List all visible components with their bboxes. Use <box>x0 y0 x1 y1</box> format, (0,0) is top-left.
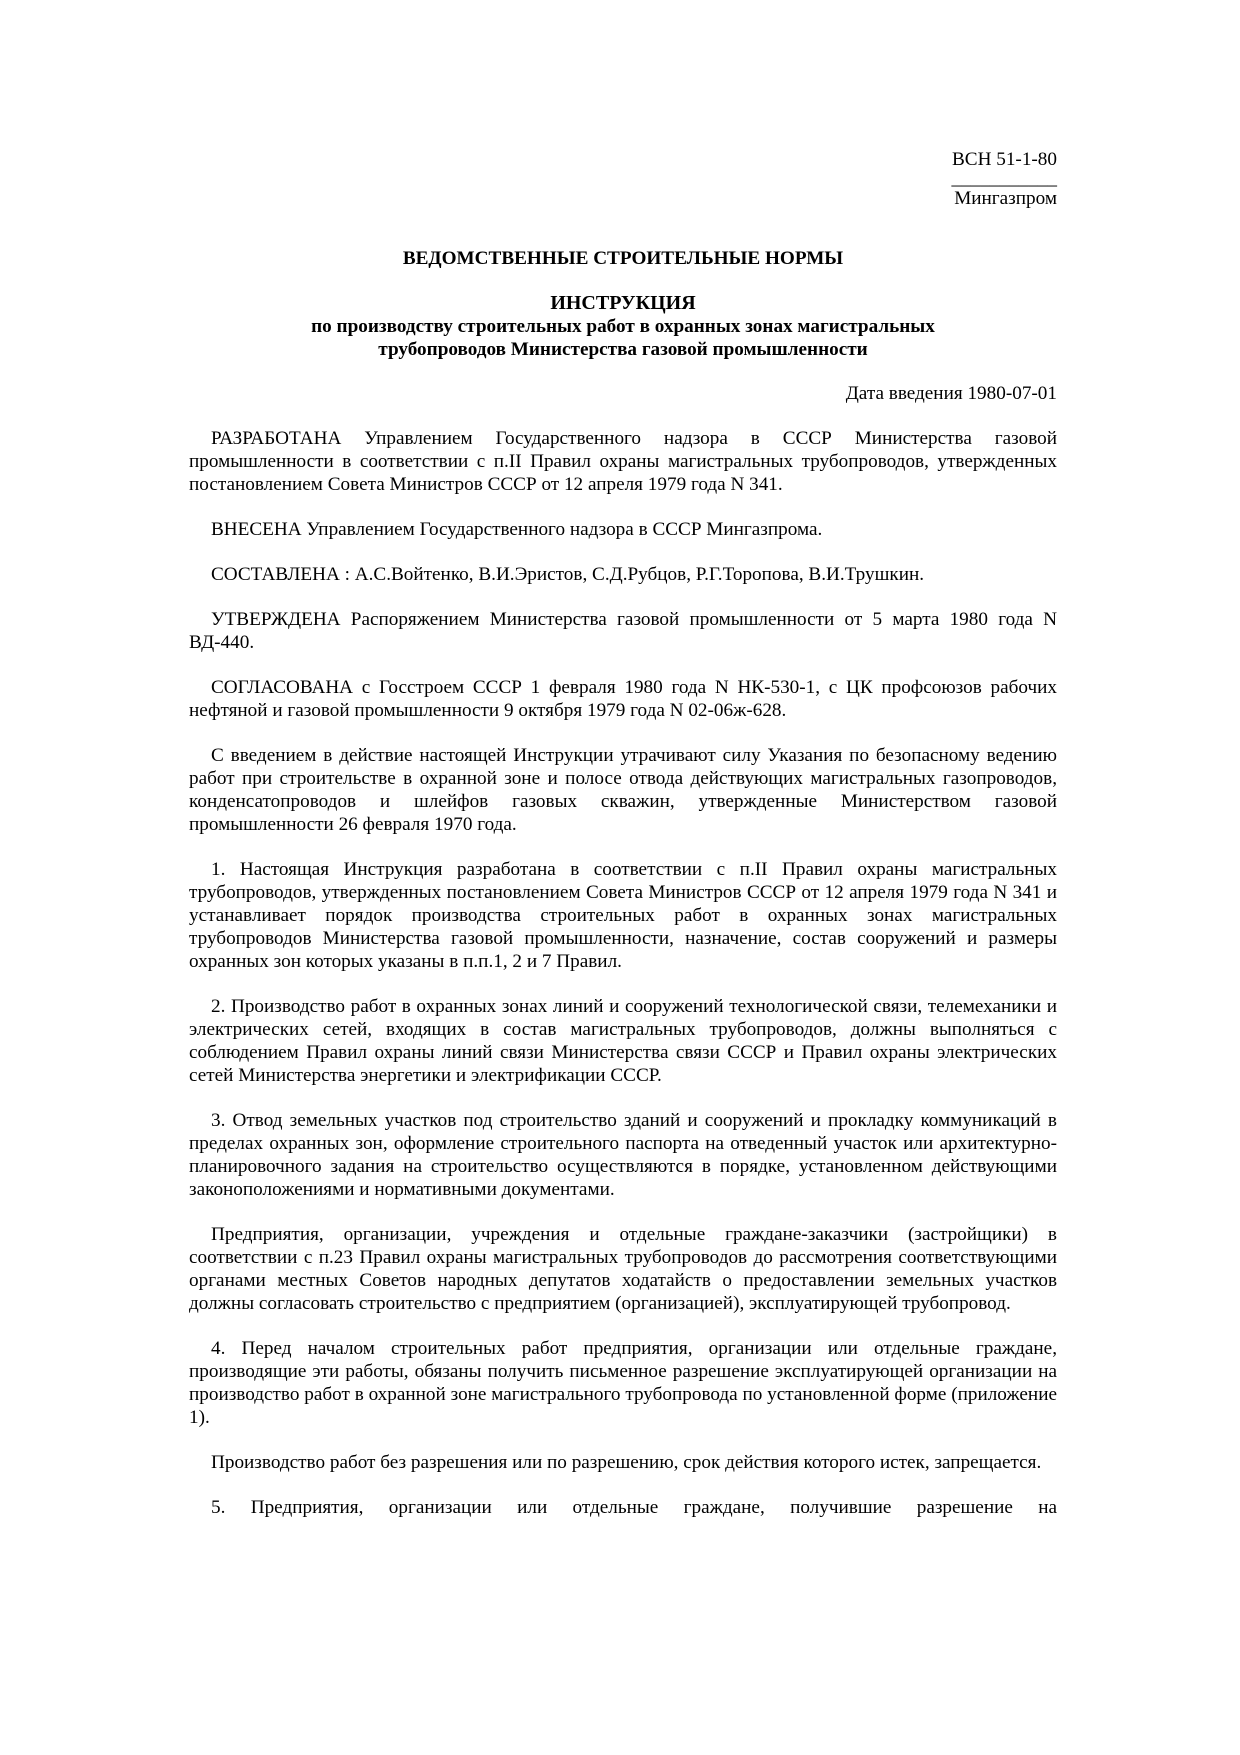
paragraph-introduced-by: ВНЕСЕНА Управлением Государственного надзора в СССР Мингазпрома. <box>211 519 823 540</box>
paragraph-clause-3: 3. Отвод земельных участков под строительство зданий и сооружений и прокладку коммуникаций в пределах охранных зон, оформление строительного паспорта на отведенный участок или архитектурно-планировочного задания на строительство осуществляются в порядке, установленном действующими законоположениями и нормативными документами. <box>189 1110 1057 1200</box>
paragraph-clause-4: 4. Перед началом строительных работ предприятия, организации или отдельные граждане, производящие эти работы, обязаны получить письменное разрешение эксплуатирующей организации на производство работ в охранной зоне магистрального трубопровода по установленной форме (приложение 1). <box>189 1338 1057 1428</box>
issuing-organization: Мингазпром <box>954 188 1057 209</box>
paragraph-clause-5: 5. Предприятия, организации или отдельные граждане, получившие разрешение на <box>211 1497 1057 1518</box>
effective-date: Дата введения 1980-07-01 <box>845 383 1057 404</box>
paragraph-developed-by: РАЗРАБОТАНА Управлением Государственного надзора в СССР Министерства газовой промышленности в соответствии с п.II Правил охраны магистральных трубопроводов, утвержденных постановлением Совета Министров СССР от 12 апреля 1979 года N 341. <box>189 428 1057 495</box>
document-category-title: ВЕДОМСТВЕННЫЕ СТРОИТЕЛЬНЫЕ НОРМЫ <box>402 248 844 269</box>
document-code: ВСН 51-1-80 <box>952 149 1057 170</box>
paragraph-clause-1: 1. Настоящая Инструкция разработана в соответствии с п.II Правил охраны магистральных трубопроводов, утвержденных постановлением Совета Министров СССР от 12 апреля 1979 года N 341 и устанавливает порядок производства строительных работ в охранных зонах магистральных трубопроводов Министерства газовой промышленности, назначение, состав сооружений и размеры охранных зон которых указаны в п.п.1, 2 и 7 Правил. <box>189 859 1057 972</box>
document-title: ИНСТРУКЦИЯ <box>550 292 696 314</box>
paragraph-agreed-with: СОГЛАСОВАНА с Госстроем СССР 1 февраля 1980 года N НК-530-1, с ЦК профсоюзов рабочих нефтяной и газовой промышленности 9 октября 1979 года N 02-06ж-628. <box>189 677 1057 721</box>
document-body <box>189 148 1057 1519</box>
paragraph-clause-3-continued: Предприятия, организации, учреждения и отдельные граждане-заказчики (застройщики) в соответствии с п.23 Правил охраны магистральных трубопроводов до рассмотрения соответствующими органами местных Советов народных депутатов ходатайств о предоставлении земельных участков должны согласовать строительство с предприятием (организацией), эксплуатирующей трубопровод. <box>189 1224 1057 1314</box>
paragraph-superseded: С введением в действие настоящей Инструкции утрачивают силу Указания по безопасному ведению работ при строительстве в охранной зоне и полосе отвода действующих магистральных газопроводов, конденсатопроводов и шлейфов газовых скважин, утвержденные Министерством газовой промышленности 26 февраля 1970 года. <box>189 745 1057 835</box>
header-rule: ___________ <box>951 168 1057 189</box>
document-subtitle-line-2: трубопроводов Министерства газовой промышленности <box>378 339 868 360</box>
paragraph-clause-4-continued: Производство работ без разрешения или по разрешению, срок действия которого истек, запрещается. <box>211 1452 1042 1473</box>
document-subtitle-line-1: по производству строительных работ в охранных зонах магистральных <box>311 316 935 337</box>
paragraph-clause-2: 2. Производство работ в охранных зонах линий и сооружений технологической связи, телемеханики и электрических сетей, входящих в состав магистральных трубопроводов, должны выполняться с соблюдением Правил охраны линий связи Министерства связи СССР и Правил охраны электрических сетей Министерства энергетики и электрификации СССР. <box>189 996 1057 1086</box>
paragraph-approved-by: УТВЕРЖДЕНА Распоряжением Министерства газовой промышленности от 5 марта 1980 года N ВД-440. <box>189 609 1057 653</box>
paragraph-compiled-by: СОСТАВЛЕНА : А.С.Войтенко, В.И.Эристов, С.Д.Рубцов, Р.Г.Торопова, В.И.Трушкин. <box>211 564 925 585</box>
